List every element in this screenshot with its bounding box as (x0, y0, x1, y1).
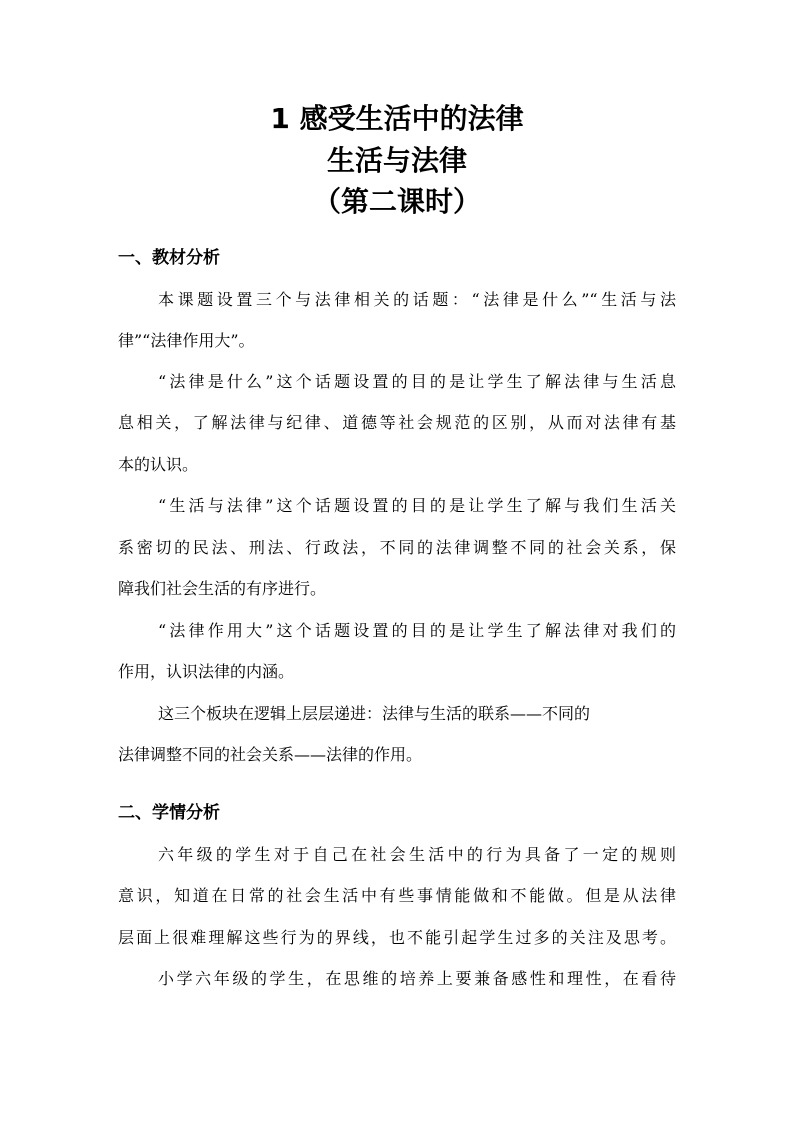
paragraph-line: 障我们社会生活的有序进行。 (118, 579, 327, 598)
paragraph-line: 法律调整不同的社会关系——法律的作用。 (118, 745, 423, 764)
section-heading-student-analysis: 二、学情分析 (118, 803, 220, 823)
paragraph-line: 层面上很难理解这些行为的界线，也不能引起学生过多的关注及思考。 (118, 928, 676, 947)
paragraph-line: 本课题设置三个与法律相关的话题：“法律是什么”“生活与法 (158, 290, 676, 309)
paragraph-line: “法律作用大”这个话题设置的目的是让学生了解法律对我们的 (158, 621, 676, 640)
paragraph-line: 息相关，了解法律与纪律、道德等社会规范的区别，从而对法律有基 (118, 413, 676, 432)
paragraph-line: 小学六年级的学生，在思维的培养上要兼备感性和理性，在看待 (158, 969, 676, 988)
paragraph-line: “法律是什么”这个话题设置的目的是让学生了解法律与生活息 (158, 372, 676, 391)
paragraph-line: 作用，认识法律的内涵。 (118, 662, 295, 681)
paragraph-line: 律”“法律作用大”。 (118, 331, 255, 350)
paragraph-line: 本的认识。 (118, 455, 199, 474)
lesson-subtitle: 生活与法律 (326, 144, 467, 177)
paragraph-line: 这三个板块在逻辑上层层递进：法律与生活的联系——不同的 (158, 704, 591, 723)
section-heading-textbook-analysis: 一、教材分析 (118, 248, 220, 268)
paragraph-line: “生活与法律”这个话题设置的目的是让学生了解与我们生活关 (158, 496, 676, 515)
lesson-title: 1 感受生活中的法律 (270, 102, 524, 135)
paragraph-line: 六年级的学生对于自己在社会生活中的行为具备了一定的规则 (158, 845, 676, 864)
paragraph-line: 系密切的民法、刑法、行政法，不同的法律调整不同的社会关系，保 (118, 538, 676, 557)
lesson-period: （第二课时） (312, 185, 481, 218)
paragraph-line: 意识，知道在日常的社会生活中有些事情能做和不能做。但是从法律 (118, 886, 676, 905)
